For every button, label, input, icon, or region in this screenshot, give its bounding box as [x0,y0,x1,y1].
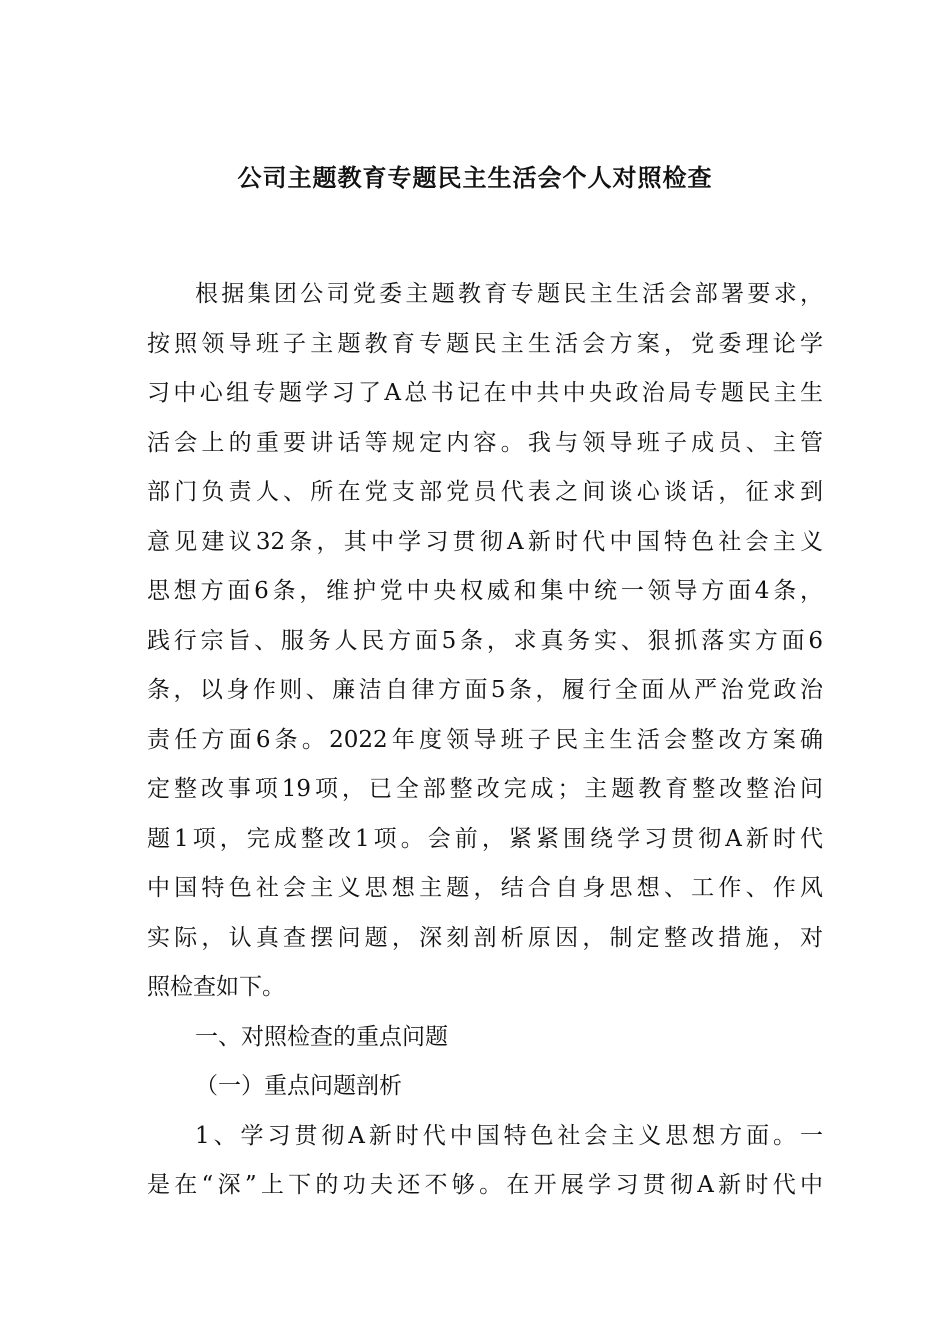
section-heading: 一、对照检查的重点问题 [195,1023,448,1050]
paragraph-line: 中国特色社会主义思想主题，结合自身思想、工作、作风 [147,875,823,901]
paragraph-line: 是在“深”上下的功夫还不够。在开展学习贯彻A新时代中 [147,1172,823,1198]
paragraph-line: 思想方面6条，维护党中央权威和集中统一领导方面4条， [147,578,823,604]
document-title: 公司主题教育专题民主生活会个人对照检查 [237,163,713,192]
paragraph-line: 习中心组专题学习了A总书记在中共中央政治局专题民主生 [147,380,823,406]
paragraph-line: 条，以身作则、廉洁自律方面5条，履行全面从严治党政治 [147,677,823,703]
paragraph-line: 践行宗旨、服务人民方面5条，求真务实、狠抓落实方面6 [147,627,823,654]
paragraph-line: 实际，认真查摆问题，深刻剖析原因，制定整改措施，对 [147,924,823,951]
paragraph-line: 部门负责人、所在党支部党员代表之间谈心谈话，征求到 [147,479,823,505]
paragraph-line: 定整改事项19项，已全部整改完成；主题教育整改整治问 [147,776,823,802]
paragraph-line: 1、学习贯彻A新时代中国特色社会主义思想方面。一 [195,1122,823,1149]
paragraph-line: 意见建议32条，其中学习贯彻A新时代中国特色社会主义 [147,528,823,555]
paragraph-line: 题1项，完成整改1项。会前，紧紧围绕学习贯彻A新时代 [147,825,823,852]
paragraph-line: 根据集团公司党委主题教育专题民主生活会部署要求， [195,281,823,307]
paragraph-line: 照检查如下。 [147,974,285,1000]
paragraph-line: 责任方面6条。2022年度领导班子民主生活会整改方案确 [147,726,823,753]
document-body [147,270,823,1211]
paragraph-line: 按照领导班子主题教育专题民主生活会方案，党委理论学 [147,330,823,357]
paragraph-line: 活会上的重要讲话等规定内容。我与领导班子成员、主管 [147,429,823,456]
subsection-heading: （一）重点问题剖析 [195,1073,402,1099]
